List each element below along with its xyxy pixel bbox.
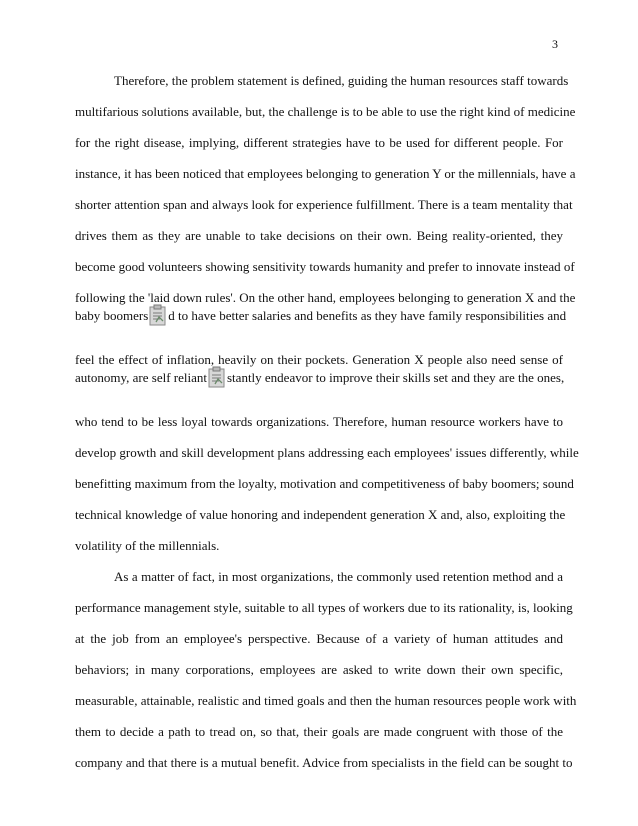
text-line: company and that there is a mutual benefit. Advice from specialists in the field can be sought to bbox=[75, 755, 573, 770]
text-line: who tend to be less loyal towards organizations. Therefore, human resource workers have to bbox=[75, 414, 563, 429]
text-line: performance management style, suitable to all types of workers due to its rationality, is, looking bbox=[75, 600, 573, 615]
text-line: feel the effect of inflation, heavily on their pockets. Generation X people also need sense of bbox=[75, 352, 563, 367]
text-line: volatility of the millennials. bbox=[75, 538, 220, 553]
text-line: drives them as they are unable to take decisions on their own. Being reality-oriented, they bbox=[75, 228, 563, 243]
text-line: for the right disease, implying, different strategies have to be used for different people. For bbox=[75, 135, 563, 150]
text-line: them to decide a path to tread on, so that, their goals are made congruent with those of the bbox=[75, 724, 563, 739]
text-line: measurable, attainable, realistic and timed goals and then the human resources people work with bbox=[75, 693, 577, 708]
text-line: at the job from an employee's perspective. Because of a variety of human attitudes and bbox=[75, 631, 563, 646]
text-line-with-comment bbox=[75, 366, 563, 388]
text-line: develop growth and skill development plans addressing each employees' issues differently, while bbox=[75, 445, 579, 460]
text-line: As a matter of fact, in most organizations, the commonly used retention method and a bbox=[114, 569, 563, 584]
comment-icon[interactable] bbox=[208, 366, 226, 388]
text-line: become good volunteers showing sensitivity towards humanity and prefer to innovate instead of bbox=[75, 259, 575, 274]
text-line-with-comment bbox=[75, 304, 567, 326]
text-segment: autonomy, are self reliant bbox=[75, 370, 207, 385]
text-line: following the 'laid down rules'. On the other hand, employees belonging to generation X and the bbox=[75, 290, 576, 305]
text-line: multifarious solutions available, but, the challenge is to be able to use the right kind of medicine bbox=[75, 104, 576, 119]
text-line: technical knowledge of value honoring and independent generation X and, also, exploiting the bbox=[75, 507, 566, 522]
text-segment: baby boomers bbox=[75, 308, 149, 323]
page-number: 3 bbox=[552, 37, 558, 51]
text-line: behaviors; in many corporations, employees are asked to write down their own specific, bbox=[75, 662, 563, 677]
text-line: benefitting maximum from the loyalty, motivation and competitiveness of baby boomers; sound bbox=[75, 476, 574, 491]
text-segment: d to have better salaries and benefits as they have family responsibilities and bbox=[168, 308, 567, 323]
text-line: shorter attention span and always look for experience fulfillment. There is a team mentality that bbox=[75, 197, 573, 212]
text-line: instance, it has been noticed that employees belonging to generation Y or the millennials, have a bbox=[75, 166, 576, 181]
text-line: Therefore, the problem statement is defined, guiding the human resources staff towards bbox=[114, 73, 569, 88]
comment-icon[interactable] bbox=[149, 304, 167, 326]
text-segment: stantly endeavor to improve their skills set and they are the ones, bbox=[227, 370, 565, 385]
